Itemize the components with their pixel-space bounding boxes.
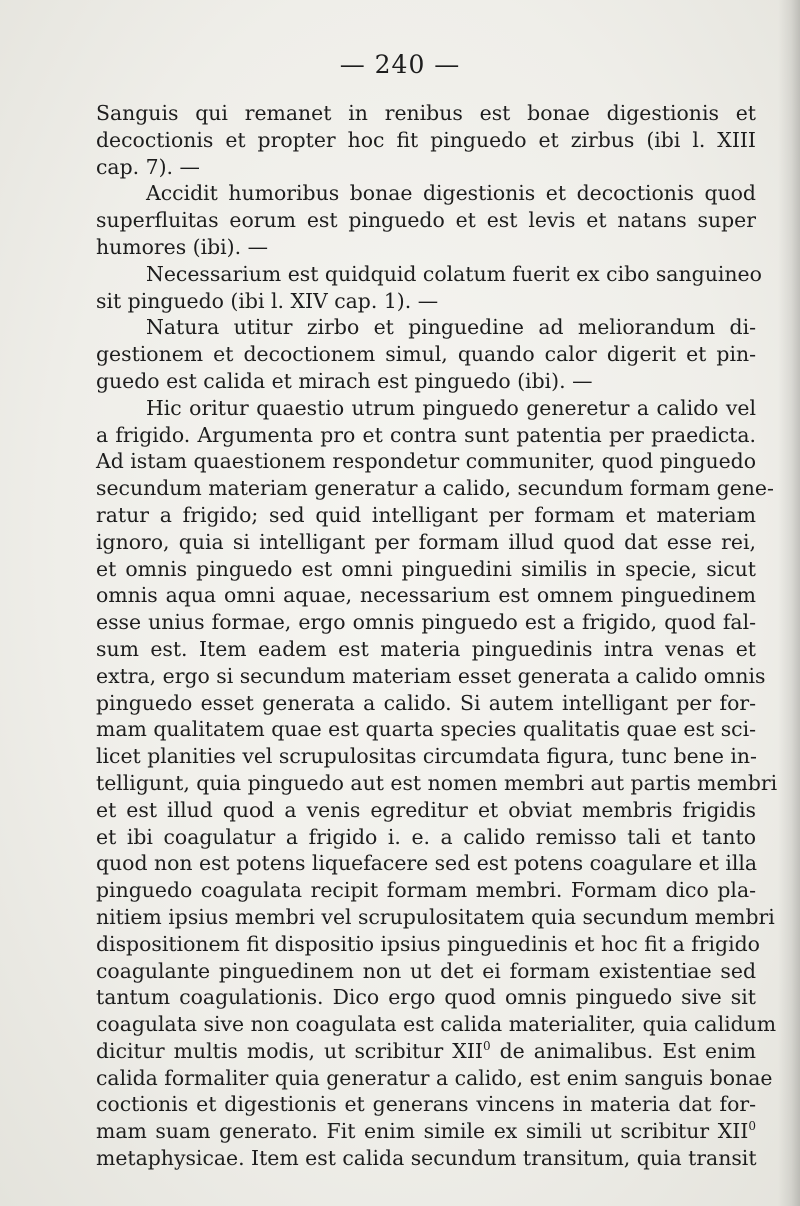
text-line: et est illud quod a venis egreditur et obviat membris frigidis <box>96 797 756 822</box>
text-line: Natura utitur zirbo et pinguedine ad meliorandum di- <box>146 315 756 340</box>
text-line: Accidit humoribus bonae digestionis et decoctionis quod <box>146 181 756 206</box>
text-line: dispositionem fit dispositio ipsius pinguedinis et hoc fit a frigido <box>96 931 760 956</box>
text-line: coctionis et digestionis et generans vincens in materia dat for- <box>96 1092 756 1117</box>
text-line: Sanguis qui remanet in renibus est bonae digestionis et <box>96 101 756 125</box>
line-text: mam suam generato. Fit enim simile ex simili ut scribitur XII <box>96 1119 749 1144</box>
text-line: ignoro, quia si intelligant per formam illud quod dat esse rei, <box>96 529 756 554</box>
text-line: telligunt, quia pinguedo aut est nomen membri aut partis membri <box>96 770 778 795</box>
text-line: omnis aqua omni aquae, necessarium est omnem pinguedinem <box>96 583 756 608</box>
text-line: metaphysicae. Item est calida secundum transitum, quia transit <box>96 1146 757 1171</box>
text-line: sit pinguedo (ibi l. XIV cap. 1). — <box>96 288 439 313</box>
text-line: humores (ibi). — <box>96 234 268 259</box>
text-line: et omnis pinguedo est omni pinguedini similis in specie, sicut <box>96 556 756 581</box>
text-line: licet planities vel scrupulositas circumdata figura, tunc bene in- <box>96 744 757 769</box>
page-edge-shadow <box>778 0 800 1206</box>
line-text: dicitur multis modis, ut scribitur XII <box>96 1038 483 1063</box>
superscript-zero: 0 <box>482 1039 491 1054</box>
text-line: tantum coagulationis. Dico ergo quod omnis pinguedo sive sit <box>96 985 756 1010</box>
text-line: sum est. Item eadem est materia pinguedinis intra venas et <box>96 636 756 661</box>
text-line: ratur a frigido; sed quid intelligant per formam et materiam <box>96 502 756 527</box>
text-line: Hic oritur quaestio utrum pinguedo generetur a calido vel <box>146 395 756 420</box>
line-text-tail: de animalibus. Est enim <box>490 1038 756 1063</box>
text-line: calida formaliter quia generatur a calido, est enim sanguis bonae <box>96 1065 773 1090</box>
text-line: coagulata sive non coagulata est calida materialiter, quia calidum <box>96 1012 777 1037</box>
text-line: esse unius formae, ergo omnis pinguedo est a frigido, quod fal- <box>96 610 756 635</box>
text-line: nitiem ipsius membri vel scrupulositatem quia secundum membri <box>96 904 775 929</box>
text-line: superfluitas eorum est pinguedo et est levis et natans super <box>96 208 756 233</box>
text-line: quod non est potens liquefacere sed est potens coagulare et illa <box>96 851 758 876</box>
text-line: Ad istam quaestionem respondetur communiter, quod pinguedo <box>96 449 756 474</box>
text-line: coagulante pinguedinem non ut det ei formam existentiae sed <box>96 958 756 983</box>
text-line: pinguedo esset generata a calido. Si autem intelligant per for- <box>96 690 756 715</box>
text-line: decoctionis et propter hoc fit pinguedo et zirbus (ibi l. XIII <box>96 127 756 152</box>
text-line: a frigido. Argumenta pro et contra sunt patentia per praedicta. <box>96 422 756 447</box>
page-number: — 240 — <box>339 50 461 79</box>
text-line: cap. 7). — <box>96 154 200 179</box>
text-line: mam qualitatem quae est quarta species qualitatis quae est sci- <box>96 717 756 742</box>
text-line: et ibi coagulatur a frigido i. e. a calido remisso tali et tanto <box>96 824 756 849</box>
text-line: extra, ergo si secundum materiam esset generata a calido omnis <box>96 663 766 688</box>
text-line: pinguedo coagulata recipit formam membri. Formam dico pla- <box>96 878 756 903</box>
text-line: gestionem et decoctionem simul, quando calor digerit et pin- <box>96 342 756 367</box>
body-text <box>96 100 778 1172</box>
text-line: guedo est calida et mirach est pinguedo (ibi). — <box>96 368 593 393</box>
text-line <box>96 1038 756 1065</box>
text-line <box>96 1118 756 1145</box>
superscript-zero: 0 <box>748 1119 756 1134</box>
text-line: secundum materiam generatur a calido, secundum formam gene- <box>96 476 774 501</box>
text-line: Necessarium est quidquid colatum fuerit ex cibo sanguineo <box>146 261 762 286</box>
